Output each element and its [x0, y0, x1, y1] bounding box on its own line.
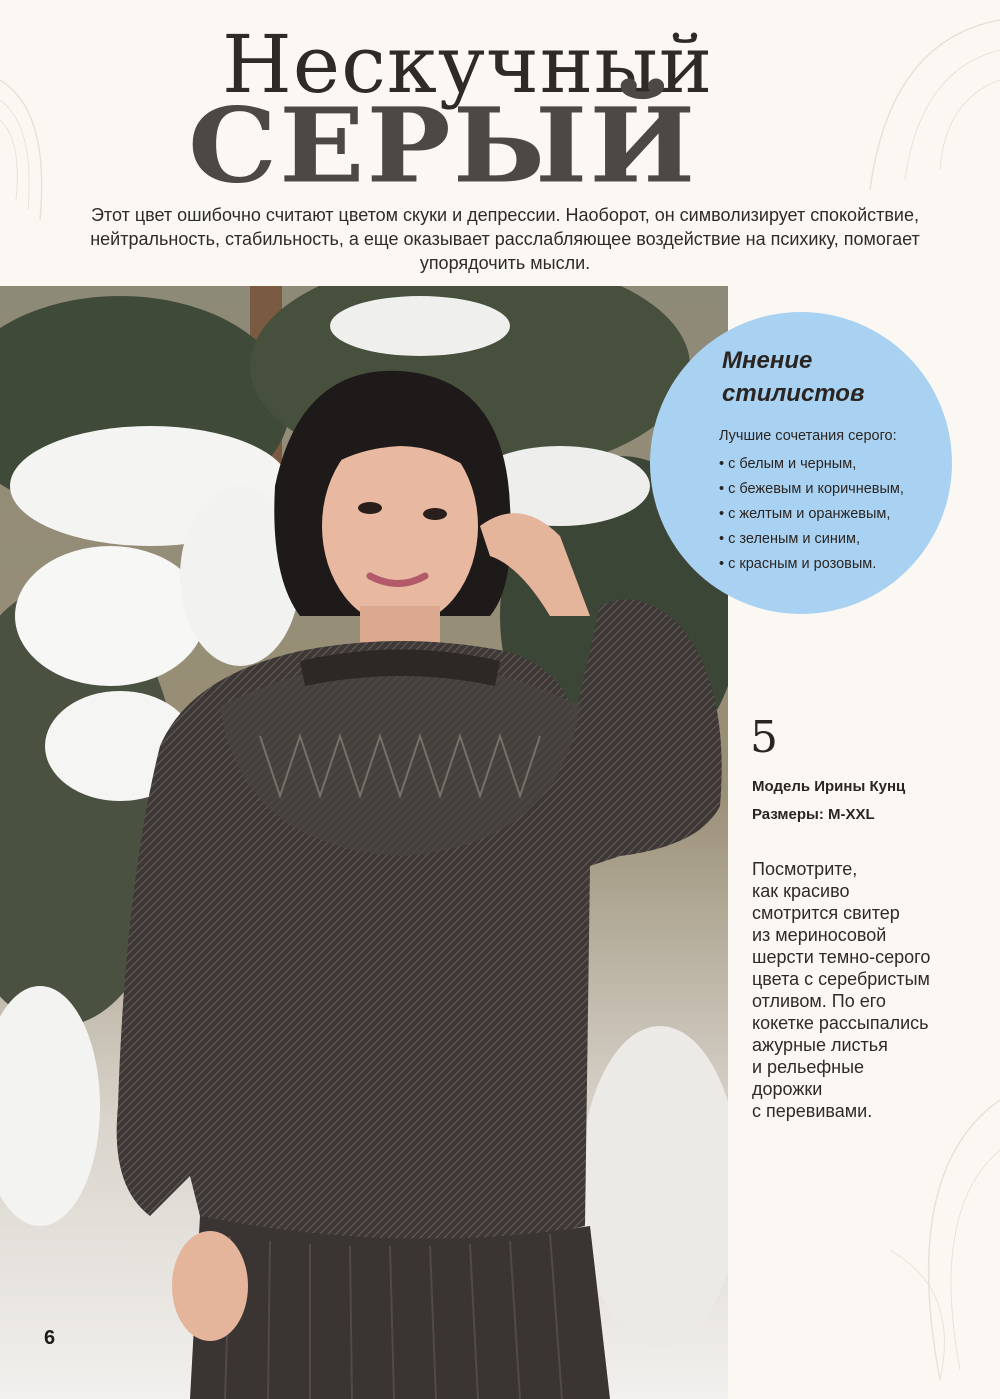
description-line: смотрится свитер [752, 903, 900, 923]
photo-illustration [0, 286, 728, 1399]
title-line-2: СЕРЫЙ [188, 86, 698, 207]
title-line-1: Нескучный [222, 18, 714, 111]
description-line: ажурные листья [752, 1035, 888, 1055]
color-combinations-list [719, 452, 904, 577]
model-number: 5 [750, 712, 778, 763]
model-author: Модель Ирины Кунц [752, 778, 906, 795]
list-item: • с зеленым и синим, [719, 527, 904, 552]
description-line: дорожки [752, 1079, 823, 1099]
page-number: 6 [44, 1327, 56, 1349]
description-line: отливом. По его [752, 991, 886, 1011]
description-line: цвета с серебристым [752, 969, 930, 989]
description-line: и рельефные [752, 1057, 865, 1077]
description-line: с перевивами. [752, 1101, 873, 1121]
description-line: шерсти темно-серого [752, 947, 931, 967]
model-description [752, 858, 982, 1122]
leaf-outline-decoration-bottom-right [880, 1090, 1000, 1390]
description-line: Посмотрите, [752, 859, 858, 879]
model-sizes: Размеры: M-XXL [752, 806, 875, 823]
intro-paragraph: Этот цвет ошибочно считают цветом скуки и депрессии. Наоборот, он символизирует спокойствие, нейтральность, стабильность, а еще оказывает расслабляющее воздействие на психику, помогает упорядочить мысли. [90, 205, 920, 273]
stylists-intro: Лучшие сочетания серого: [719, 428, 897, 444]
stylists-title-line-1: Мнение [722, 347, 813, 374]
stylists-title-line-2: стилистов [722, 380, 865, 407]
description-line: кокетке рассыпались [752, 1013, 929, 1033]
list-item: • с красным и розовым. [719, 552, 904, 577]
list-item: • с белым и черным, [719, 452, 904, 477]
list-item: • с желтым и оранжевым, [719, 502, 904, 527]
model-photo [0, 286, 728, 1399]
stylists-opinion-title [722, 344, 922, 410]
description-line: из мериносовой [752, 925, 887, 945]
leaf-outline-decoration-top-right [830, 0, 1000, 200]
description-line: как красиво [752, 881, 850, 901]
list-item: • с бежевым и коричневым, [719, 477, 904, 502]
